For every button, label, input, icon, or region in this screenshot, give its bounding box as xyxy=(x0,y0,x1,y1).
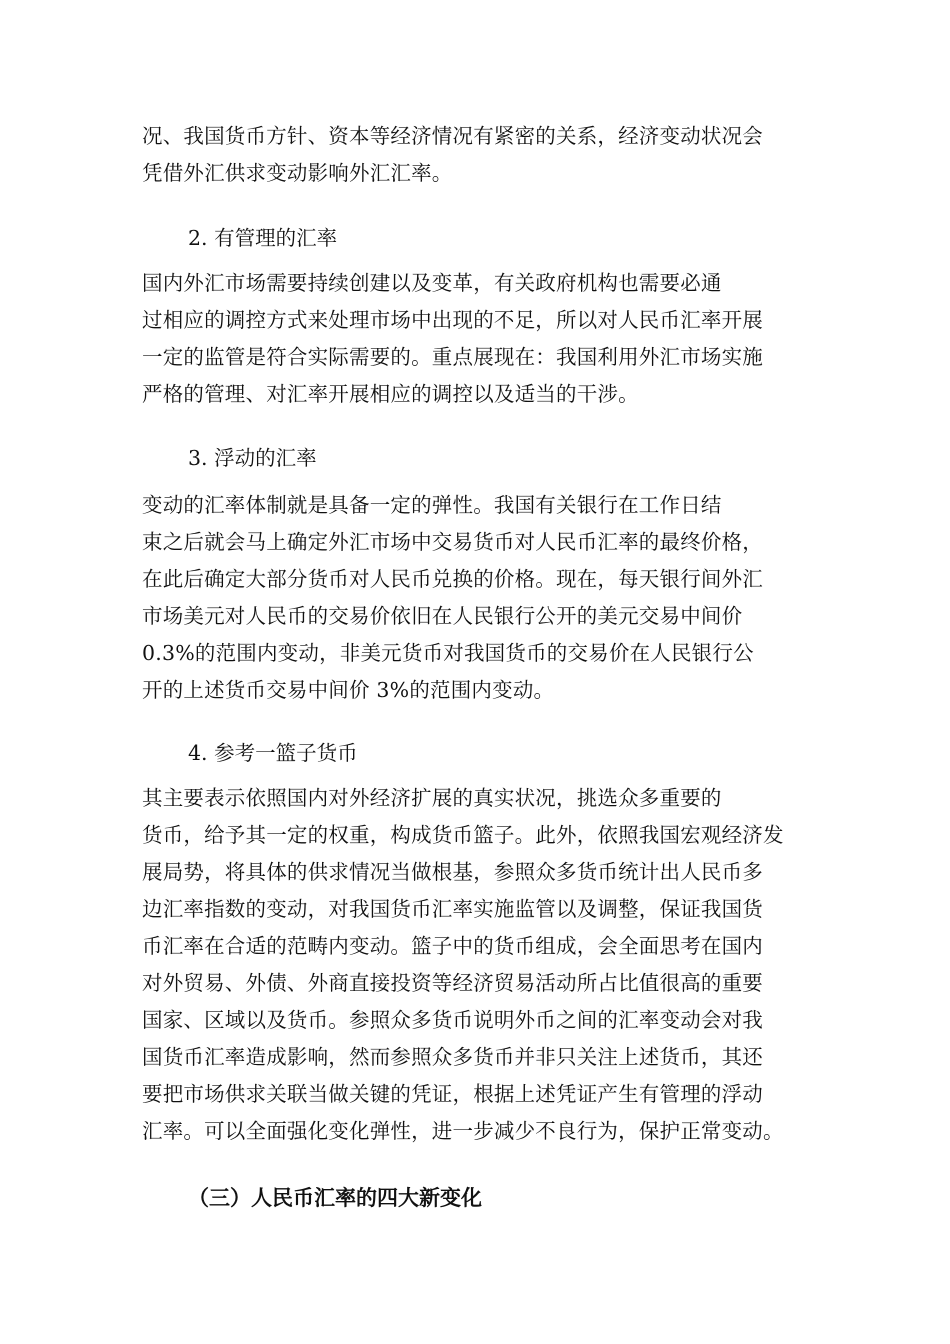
paragraph-line: 要把市场供求关联当做关键的凭证，根据上述凭证产生有管理的浮动 xyxy=(142,1082,763,1106)
paragraph-line: 0.3%的范围内变动，非美元货币对我国货币的交易价在人民银行公 xyxy=(142,641,754,665)
paragraph-line: 严格的管理、对汇率开展相应的调控以及适当的干涉。 xyxy=(142,382,639,406)
paragraph-line: 市场美元对人民币的交易价依旧在人民银行公开的美元交易中间价 xyxy=(142,604,743,628)
managed-rate-paragraph xyxy=(142,265,810,413)
paragraph-line: 币汇率在合适的范畴内变动。篮子中的货币组成，会全面思考在国内 xyxy=(142,934,763,958)
paragraph-line: 变动的汇率体制就是具备一定的弹性。我国有关银行在工作日结 xyxy=(142,493,722,517)
paragraph-line: 束之后就会马上确定外汇市场中交易货币对人民币汇率的最终价格， xyxy=(142,530,763,554)
currency-basket-paragraph xyxy=(142,780,810,1150)
paragraph-line: 一定的监管是符合实际需要的。重点展现在：我国利用外汇市场实施 xyxy=(142,345,763,369)
section-heading-floating-rate: 3. 浮动的汇率 xyxy=(188,446,317,470)
paragraph-line: 国内外汇市场需要持续创建以及变革，有关政府机构也需要必通 xyxy=(142,271,722,295)
paragraph-line: 展局势，将具体的供求情况当做根基，参照众多货币统计出人民币多 xyxy=(142,860,763,884)
paragraph-line: 国家、区域以及货币。参照众多货币说明外币之间的汇率变动会对我 xyxy=(142,1008,763,1032)
paragraph-line: 货币，给予其一定的权重，构成货币篮子。此外，依照我国宏观经济发 xyxy=(142,823,784,847)
section-heading-currency-basket: 4. 参考一篮子货币 xyxy=(188,741,358,765)
paragraph-line: 其主要表示依照国内对外经济扩展的真实状况，挑选众多重要的 xyxy=(142,786,722,810)
section-title: （三）人民币汇率的四大新变化 xyxy=(188,1186,482,1210)
paragraph-line: 国货币汇率造成影响，然而参照众多货币并非只关注上述货币，其还 xyxy=(142,1045,763,1069)
paragraph-line: 过相应的调控方式来处理市场中出现的不足，所以对人民币汇率开展 xyxy=(142,308,763,332)
paragraph-line: 边汇率指数的变动，对我国货币汇率实施监管以及调整，保证我国货 xyxy=(142,897,763,921)
paragraph-line: 况、我国货币方针、资本等经济情况有紧密的关系，经济变动状况会 xyxy=(142,124,763,148)
section-heading-managed-rate: 2. 有管理的汇率 xyxy=(188,226,338,250)
paragraph-line: 凭借外汇供求变动影响外汇汇率。 xyxy=(142,161,453,185)
floating-rate-paragraph xyxy=(142,487,810,709)
paragraph-line: 对外贸易、外债、外商直接投资等经济贸易活动所占比值很高的重要 xyxy=(142,971,763,995)
intro-paragraph xyxy=(142,118,810,192)
paragraph-line: 汇率。可以全面强化变化弹性，进一步减少不良行为，保护正常变动。 xyxy=(142,1119,784,1143)
paragraph-line: 在此后确定大部分货币对人民币兑换的价格。现在，每天银行间外汇 xyxy=(142,567,763,591)
paragraph-line: 开的上述货币交易中间价 3%的范围内变动。 xyxy=(142,678,555,702)
